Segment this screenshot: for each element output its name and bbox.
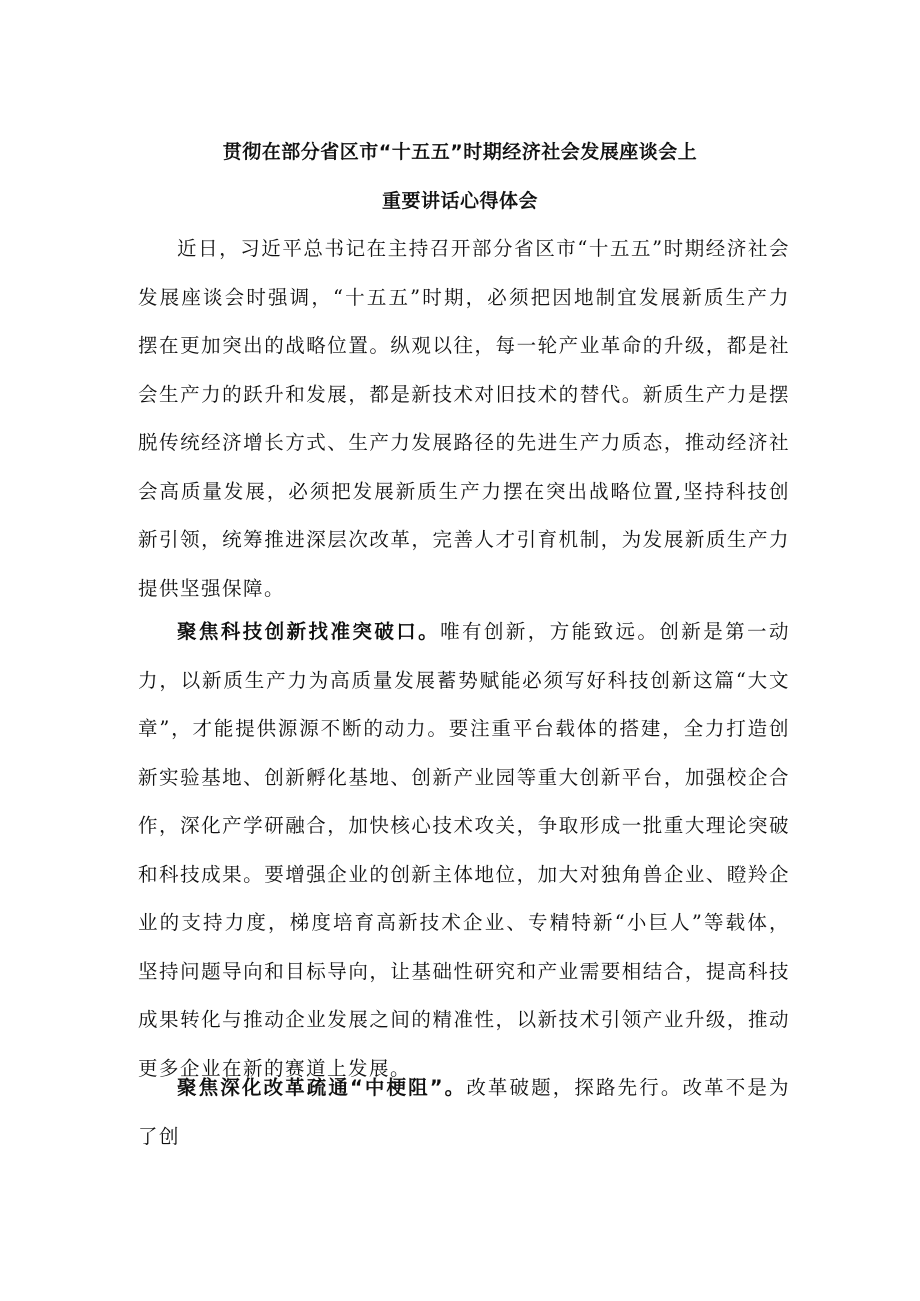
paragraph-tech-innovation-text: 唯有创新，方能致远。创新是第一动力，以新质生产力为高质量发展蓄势赋能必须写好科技创新这篇“大文章”，才能提供源源不断的动力。要注重平台载体的搭建，全力打造创新实验基地、创新孵化基地、创新产业园等重大创新平台，加强校企合作，深化产学研融合，加快核心技术攻关，争取形成一批重大理论突破和科技成果。要增强企业的创新主体地位，加大对独角兽企业、瞪羚企业的支持力度，梯度培育高新技术企业、专精特新“小巨人”等载体，坚持问题导向和目标导向，让基础性研究和产业需要相结合，提高科技成果转化与推动企业发展之间的精准性，以新技术引领产业升级，推动更多企业在新的赛道上发展。: [138, 620, 790, 1080]
paragraph-deepen-reform-text: 改革破题，探路先行。改革不是为了创: [138, 1076, 790, 1148]
paragraph-tech-innovation: [138, 608, 790, 1093]
paragraph-intro-text: 近日，习近平总书记在主持召开部分省区市“十五五”时期经济社会发展座谈会时强调，“十五五”时期，必须把因地制宜发展新质生产力摆在更加突出的战略位置。纵观以往，每一轮产业革命的升级，都是社会生产力的跃升和发展，都是新技术对旧技术的替代。新质生产力是摆脱传统经济增长方式、生产力发展路径的先进生产力质态，推动经济社会高质量发展，必须把发展新质生产力摆在突出战略位置,坚持科技创新引领，统筹推进深层次改革，完善人才引育机制，为发展新质生产力提供坚强保障。: [138, 237, 790, 600]
paragraph-deepen-reform: [138, 1064, 790, 1161]
paragraph-intro: [138, 225, 790, 613]
paragraph-deepen-reform-heading: 聚焦深化改革疏通“中梗阻”。: [177, 1076, 467, 1099]
document-title-line-2: 重要讲话心得体会: [381, 190, 538, 212]
paragraph-tech-innovation-heading: 聚焦科技创新找准突破口。: [177, 620, 441, 643]
document-title-line-1: 贯彻在部分省区市“十五五”时期经济社会发展座谈会上: [222, 141, 698, 163]
